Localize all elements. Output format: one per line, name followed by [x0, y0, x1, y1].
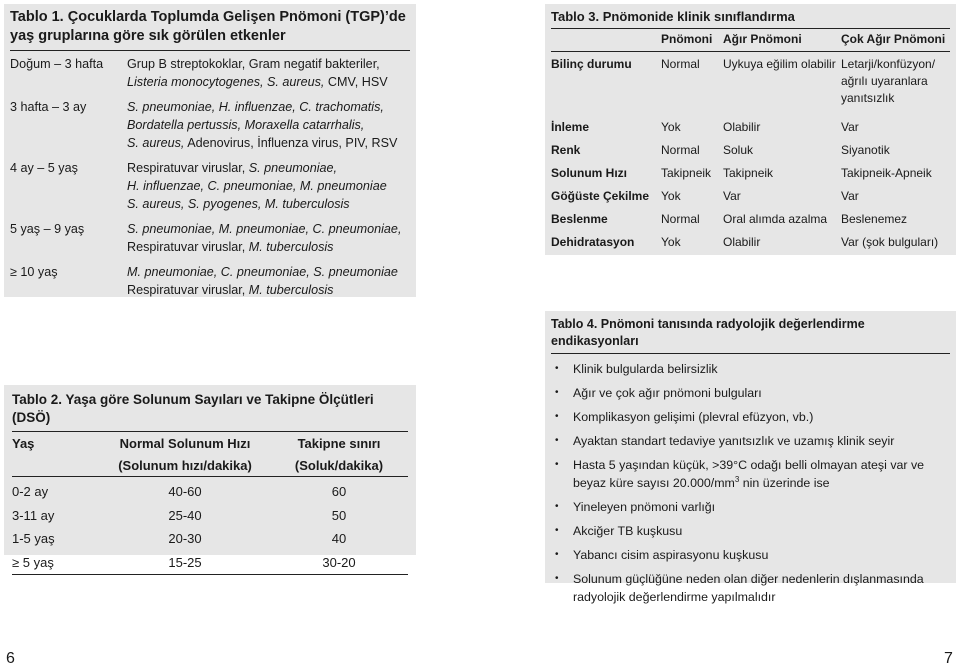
- table1-agent-line: [127, 134, 410, 152]
- table1-agent-text: M. pneumoniae, C. pneumoniae, S. pneumoniae: [127, 265, 398, 279]
- table4-item-text: Yabancı cisim aspirasyonu kuşkusu: [573, 548, 769, 562]
- table2-box: [4, 385, 416, 570]
- table1-agent-text: M. tuberculosis: [248, 240, 334, 254]
- bullet-icon: •: [555, 573, 559, 584]
- table4-item-text: Akciğer TB kuşkusu: [573, 524, 683, 538]
- table1-agent-text: S. aureus,: [127, 136, 185, 150]
- table4-item-sup: 3: [734, 474, 740, 484]
- table4-list-item: [551, 498, 950, 516]
- table3-box: [545, 4, 956, 255]
- table2-header-normal-unit: (Solunum hızı/dakika): [118, 457, 252, 473]
- table3-agir: Olabilir: [723, 235, 761, 249]
- bullet-icon: •: [555, 435, 559, 446]
- table1-agent-line: [127, 159, 410, 177]
- table4-item-text: Ayaktan standart tedaviye yanıtsızlık ve uzamış klinik seyir: [573, 434, 895, 448]
- table1-agent-text: S. pneumoniae, M. pneumoniae, C. pneumoniae,: [127, 222, 402, 236]
- table3-row: [551, 165, 950, 188]
- table3-row: [551, 234, 950, 257]
- table3-header-blank: [551, 29, 661, 52]
- table3-cok-agir: Letarji/konfüzyon/ ağrılı uyaranlara yanıtsızlık: [841, 57, 936, 105]
- table1-agent-line: [127, 220, 410, 238]
- table3-row: [551, 119, 950, 142]
- bullet-icon: •: [555, 525, 559, 536]
- table4-list-item: [551, 522, 950, 540]
- table1-age: Doğum – 3 hafta: [10, 57, 104, 71]
- table1-agent-text: M. tuberculosis: [248, 283, 334, 297]
- table1-agent-text: S. aureus, S. pyogenes, M. tuberculosis: [127, 197, 350, 211]
- table1-title: [10, 8, 410, 46]
- table3-row-label: Göğüste Çekilme: [551, 189, 650, 203]
- table2-normal-rate: 15-25: [100, 551, 270, 575]
- page-number-right: 7: [944, 650, 953, 667]
- table2-header-age: Yaş: [12, 435, 35, 451]
- table2-row: [12, 480, 408, 504]
- table3-row-label: Beslenme: [551, 212, 608, 226]
- table2-row: [12, 504, 408, 528]
- table1-agent-text: Adenovirus, İnfluenza virus, PIV, RSV: [184, 136, 398, 150]
- table1-agent-line: [127, 177, 410, 195]
- table4-item-text: Ağır ve çok ağır pnömoni bulguları: [573, 386, 762, 400]
- table3-agir: Uykuya eğilim olabilir: [723, 57, 836, 71]
- table1-rule: [10, 50, 410, 51]
- table4-item-text: Solunum güçlüğüne neden olan diğer nedenlerin dışlanmasında radyolojik değerlendirme yapılmalıdır: [573, 572, 924, 604]
- table3-cok-agir: Var: [841, 120, 859, 134]
- table3-header-row: [551, 29, 950, 52]
- table1-age: 4 ay – 5 yaş: [10, 161, 78, 175]
- table4-item-text: Klinik bulgularda belirsizlik: [573, 362, 718, 376]
- table2-age: 1-5 yaş: [12, 531, 55, 547]
- table1-age: ≥ 10 yaş: [10, 265, 58, 279]
- table1-agent-text: S. pneumoniae,: [248, 161, 337, 175]
- table2-header-normal: Normal Solunum Hızı: [119, 435, 251, 451]
- table1-row: [10, 220, 410, 256]
- table3-row: [551, 211, 950, 234]
- table2-age: 0-2 ay: [12, 484, 49, 500]
- table2-age: ≥ 5 yaş: [12, 551, 100, 575]
- table3-pnomoni: Normal: [661, 212, 700, 226]
- table1-agents: [127, 263, 410, 299]
- table1-agent-line: [127, 263, 410, 281]
- table4-box: [545, 311, 956, 604]
- table2-row: [12, 527, 408, 551]
- table1-row: [10, 55, 410, 91]
- table1-agents: [127, 220, 410, 256]
- table3-agir: Oral alımda azalma: [723, 212, 828, 226]
- table3-cok-agir: Takipneik-Apneik: [841, 166, 932, 180]
- table3-title: Tablo 3. Pnömonide klinik sınıflandırma: [551, 9, 795, 24]
- table4-item-text-after: nin üzerinde ise: [739, 476, 830, 490]
- table1-agent-line: [127, 281, 410, 299]
- table1-agent-text: Bordatella pertussis, Moraxella catarrhalis,: [127, 118, 365, 132]
- table1-agent-line: [127, 238, 410, 256]
- bullet-icon: •: [555, 411, 559, 422]
- table1-agent-line: [127, 55, 410, 73]
- table1-agent-text: H. influenzae, C. pneumoniae, M. pneumoniae: [127, 179, 387, 193]
- table3-pnomoni: Takipneik: [661, 166, 712, 180]
- table1-agent-text: Listeria monocytogenes, S. aureus,: [127, 75, 325, 89]
- table1-agents: [127, 98, 410, 152]
- table3-agir: Olabilir: [723, 120, 761, 134]
- table1-agent-text: Respiratuvar viruslar,: [127, 283, 249, 297]
- table4-list-item: [551, 546, 950, 564]
- table1-rows: [10, 55, 410, 299]
- table3-row-label: Solunum Hızı: [551, 166, 627, 180]
- table3-header-agir: Ağır Pnömoni: [723, 32, 802, 46]
- table1-row: [10, 263, 410, 299]
- table3-cok-agir: Beslenemez: [841, 212, 908, 226]
- table3-row: [551, 188, 950, 211]
- table3-pnomoni: Normal: [661, 57, 700, 71]
- table2: [12, 432, 408, 575]
- table4-item-text: Yineleyen pnömoni varlığı: [573, 500, 716, 514]
- table3-header-cok-agir: Çok Ağır Pnömoni: [841, 32, 946, 46]
- table2-row: [12, 551, 408, 575]
- table2-tachypnea-limit: 30-20: [270, 551, 408, 575]
- table1-agent-text: Grup B streptokoklar, Gram negatif bakteriler,: [127, 57, 380, 71]
- bullet-icon: •: [555, 501, 559, 512]
- table2-header-limit-unit: (Soluk/dakika): [294, 457, 384, 473]
- table3-pnomoni: Normal: [661, 143, 700, 157]
- table1-agent-text: S. pneumoniae, H. influenzae, C. trachomatis,: [127, 100, 384, 114]
- table4-list: [551, 360, 950, 606]
- table2-title: Tablo 2. Yaşa göre Solunum Sayıları ve Takipne Ölçütleri (DSÖ): [12, 392, 374, 425]
- table4-list-item: [551, 408, 950, 426]
- bullet-icon: •: [555, 549, 559, 560]
- table2-header-row-units: [12, 454, 408, 477]
- table3-pnomoni: Yok: [661, 189, 681, 203]
- table3-row: [551, 142, 950, 165]
- table4-title: Tablo 4. Pnömoni tanısında radyolojik değerlendirme endikasyonları: [551, 317, 865, 348]
- table1-age: 3 hafta – 3 ay: [10, 100, 87, 114]
- table1-row: [10, 159, 410, 213]
- table1-agent-line: [127, 116, 410, 134]
- table2-normal-rate: 20-30: [168, 531, 202, 547]
- table3-row-label: İnleme: [551, 120, 590, 134]
- table1-age: 5 yaş – 9 yaş: [10, 222, 85, 236]
- table1-agent-text: CMV, HSV: [324, 75, 388, 89]
- table2-normal-rate: 25-40: [168, 507, 202, 523]
- table3-header-pnomoni: Pnömoni: [661, 32, 713, 46]
- table2-tachypnea-limit: 40: [331, 531, 347, 547]
- table1-box: [4, 4, 416, 297]
- table3-agir: Var: [723, 189, 741, 203]
- table3-pnomoni: Yok: [661, 120, 681, 134]
- table4-list-item: [551, 360, 950, 378]
- bullet-icon: •: [555, 459, 559, 470]
- table1-agent-line: [127, 195, 410, 213]
- bullet-icon: •: [555, 387, 559, 398]
- table3-cok-agir: Var: [841, 189, 859, 203]
- table1-agent-line: [127, 73, 410, 91]
- table1-agent-line: [127, 98, 410, 116]
- table3-pnomoni: Yok: [661, 235, 681, 249]
- bullet-icon: •: [555, 363, 559, 374]
- table4-list-item: [551, 384, 950, 402]
- table3-agir: Soluk: [723, 143, 754, 157]
- table4-list-item: [551, 570, 950, 606]
- page-number-left: 6: [6, 650, 15, 667]
- table1-agents: [127, 55, 410, 91]
- table1-title-line2: yaş gruplarına göre sık görülen etkenler: [10, 28, 286, 44]
- table2-age: 3-11 ay: [12, 507, 55, 523]
- table3-row-label: Bilinç durumu: [551, 57, 632, 71]
- table4-item-text: Hasta 5 yaşından küçük, >39°C odağı belli olmayan ateşi var ve beyaz küre sayısı 20.000/mm: [573, 458, 925, 490]
- table4-item-text: Komplikasyon gelişimi (plevral efüzyon, vb.): [573, 410, 814, 424]
- table1-agents: [127, 159, 410, 213]
- table3-cok-agir: Siyanotik: [841, 143, 890, 157]
- table1-agent-text: Respiratuvar viruslar,: [127, 240, 249, 254]
- table4-rule: [551, 353, 950, 354]
- table3: [551, 29, 950, 257]
- table3-agir: Takipneik: [723, 166, 774, 180]
- table2-header-row: [12, 432, 408, 454]
- table3-row: [551, 56, 950, 119]
- table2-normal-rate: 40-60: [168, 484, 202, 500]
- table2-tachypnea-limit: 60: [331, 484, 347, 500]
- table3-row-label: Dehidratasyon: [551, 235, 635, 249]
- table1-agent-text: Respiratuvar viruslar,: [127, 161, 249, 175]
- table4-list-item: [551, 432, 950, 450]
- table2-tachypnea-limit: 50: [331, 507, 347, 523]
- table3-row-label: Renk: [551, 143, 581, 157]
- table1-title-line1: Tablo 1. Çocuklarda Toplumda Gelişen Pnömoni (TGP)’de: [10, 9, 406, 25]
- table3-cok-agir: Var (şok bulguları): [841, 235, 939, 249]
- table4-list-item: [551, 456, 950, 492]
- table2-header-limit: Takipne sınırı: [297, 435, 381, 451]
- table1-row: [10, 98, 410, 152]
